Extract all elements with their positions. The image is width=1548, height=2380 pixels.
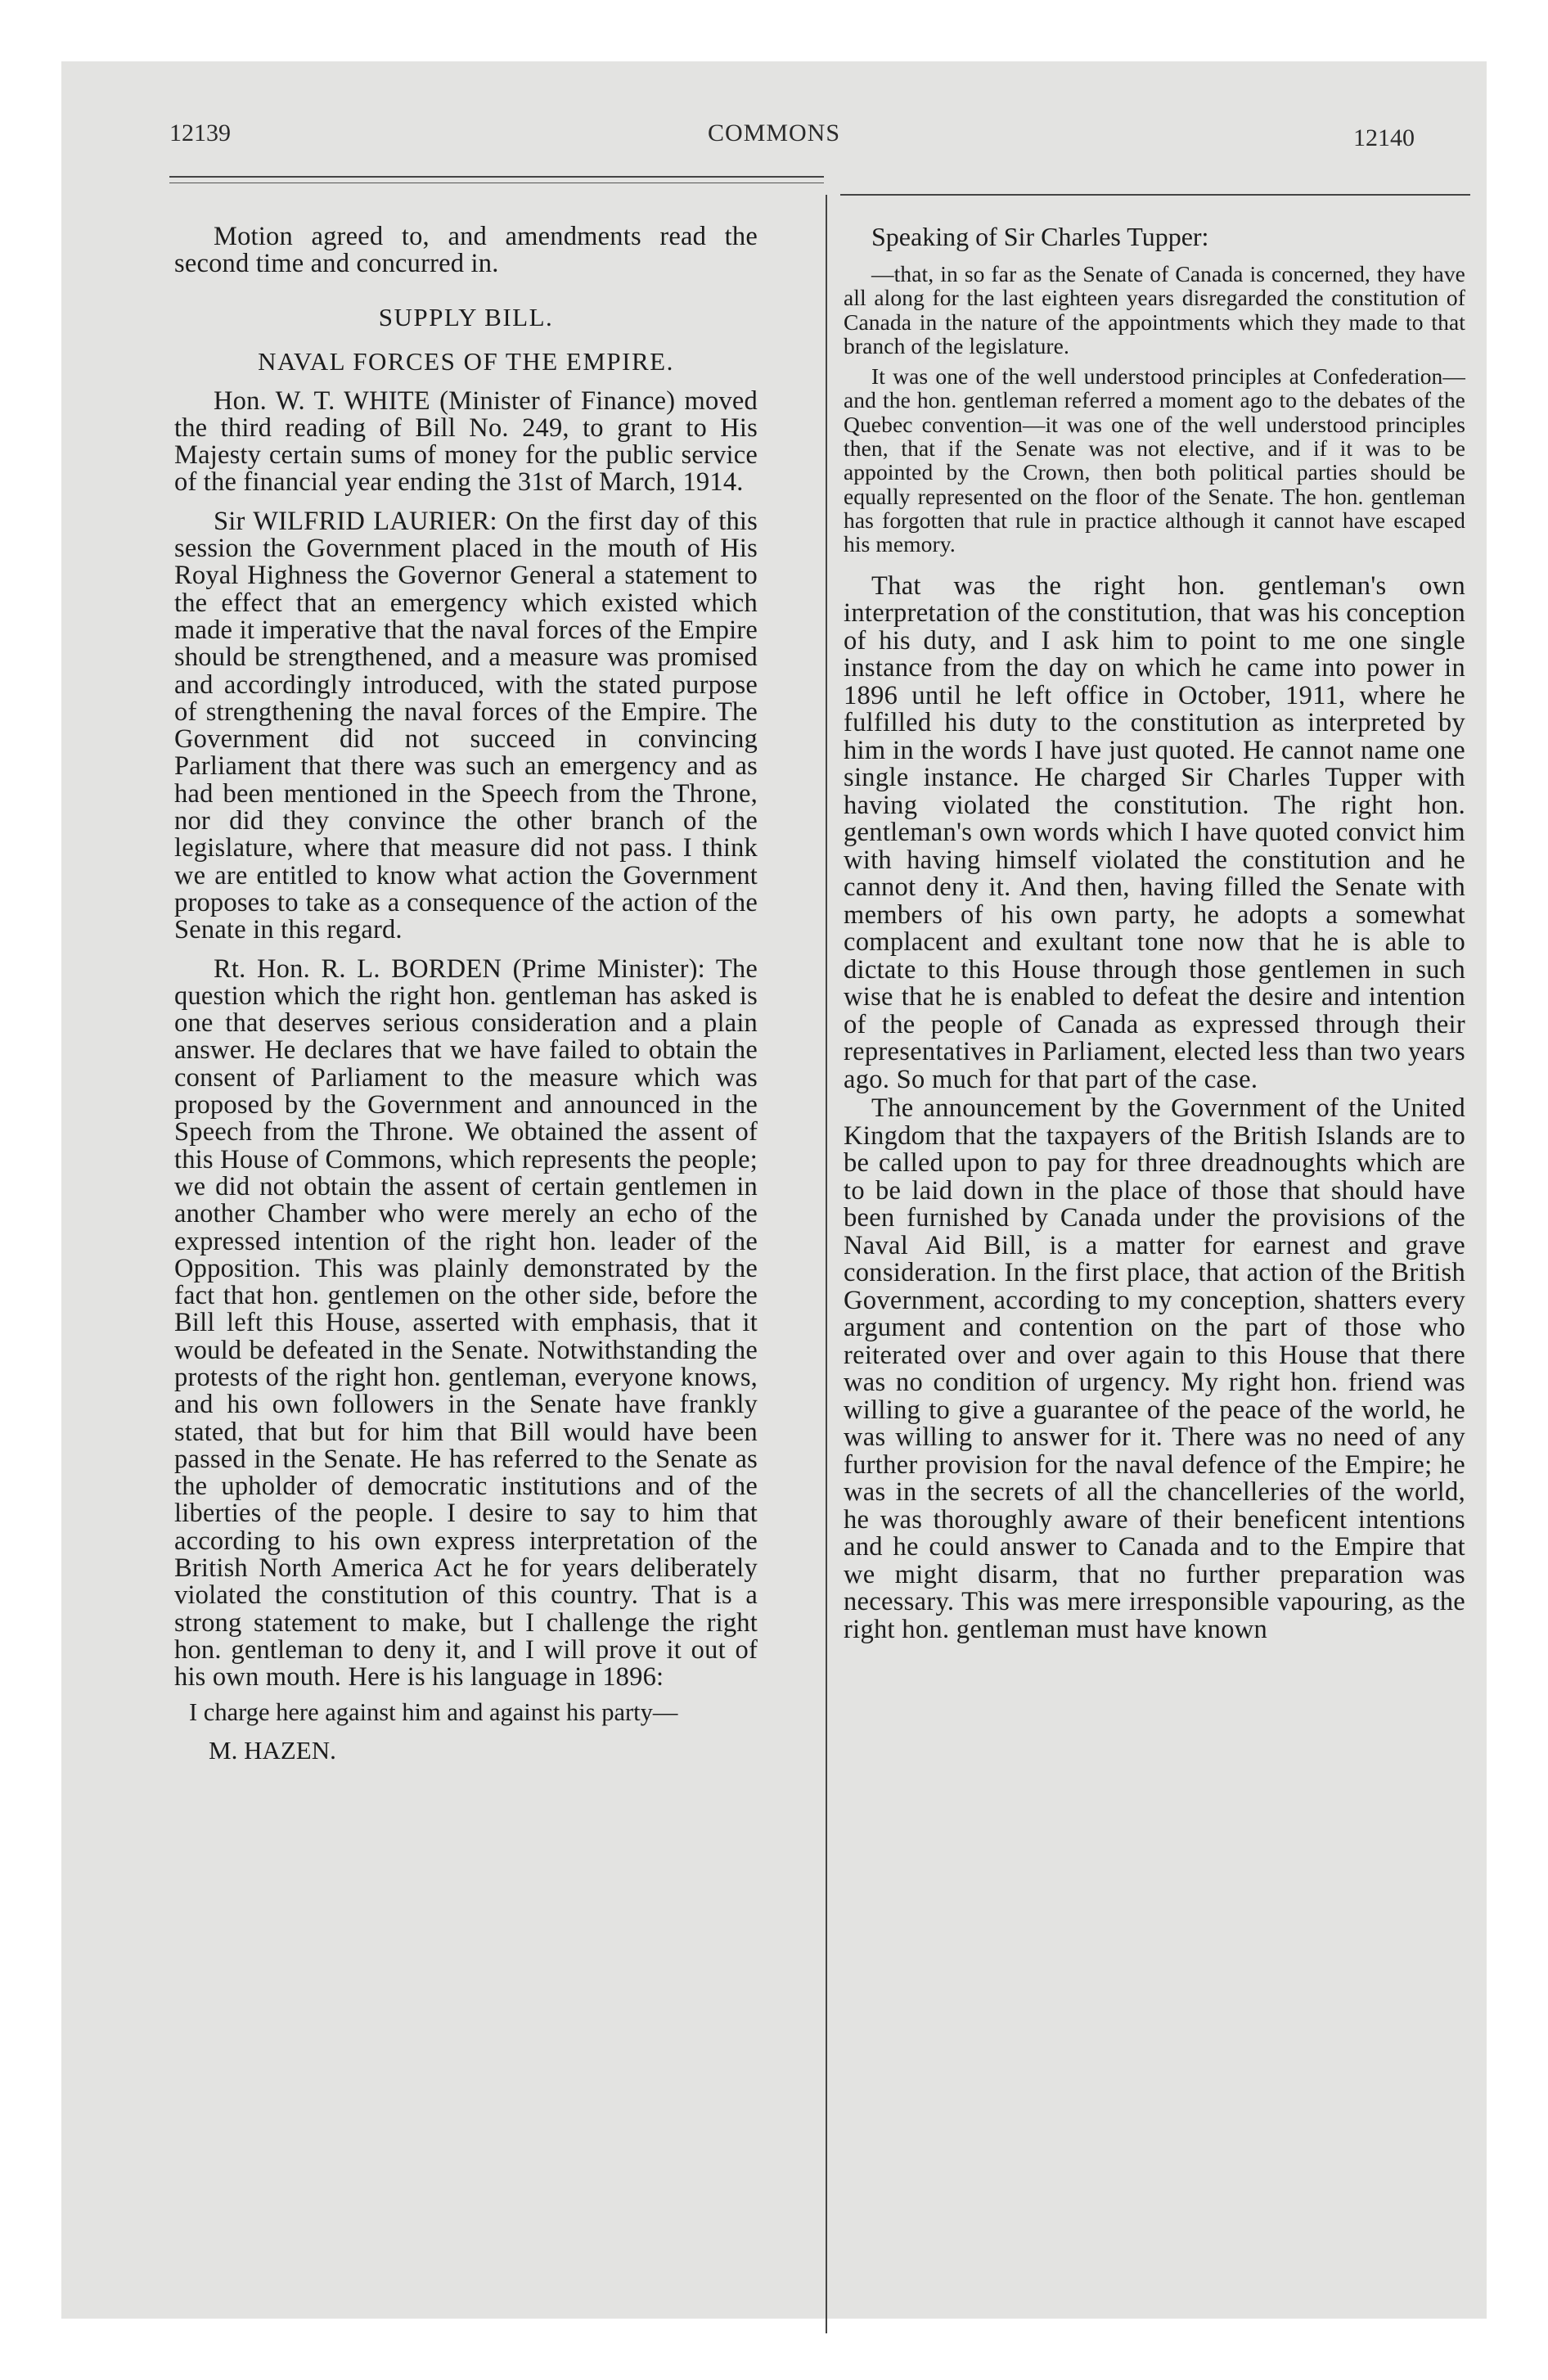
quoted-text: I charge here against him and against his party—: [189, 1697, 678, 1726]
speaking-of-line: Speaking of Sir Charles Tupper:: [871, 222, 1209, 251]
quotation-1: —that, in so far as the Senate of Canada is concerned, they have all along for the last eighteen years disregarded the constitution of Canada in the nature of the appointments which they made to that branch of the legislature.: [844, 261, 1465, 358]
motion-paragraph: Motion agreed to, and amendments read the second time and concurred in.: [174, 222, 758, 279]
white-paragraph: Hon. W. T. WHITE (Minister of Finance) moved the third reading of Bill No. 249, to grant to His Majesty certain sums of money for the public service of the financial year ending the 31st of March, 1914.: [174, 385, 758, 498]
section-heading: SUPPLY BILL.: [378, 302, 554, 331]
right-column: [844, 223, 1465, 1643]
subsection-heading: NAVAL FORCES OF THE EMPIRE.: [258, 346, 674, 376]
laurier-paragraph: Sir WILFRID LAURIER: On the first day of this session the Government placed in the mouth of His Royal Highness the Governor General a statement to the effect that an emergency which existed which made it imperative that the naval forces of the Empire should be strengthened, and a measure was promised and accordingly introduced, with the stated purpose of strengthening the naval forces of the Empire. The Government did not succeed in convincing Parliament that there was such an emergency and as had been mentioned in the Speech from the Throne, nor did they convince the other branch of the legislature, where that measure did not pass. I think we are entitled to know what action the Government proposes to take as a consequence of the action of the Senate in this regard.: [174, 506, 758, 945]
quotation-2: It was one of the well understood principles at Confederation—and the hon. gentleman referred a moment ago to the debates of the Quebec convention—it was one of the well understood principles then, that if the Senate was not elective, and if it was to be appointed by the Crown, then both political parties should be equally represented on the floor of the Senate. The hon. gentleman has forgotten that rule in practice although it cannot have escaped his memory.: [844, 363, 1465, 557]
running-head: COMMONS: [707, 119, 841, 146]
page-number-right: 12140: [1353, 124, 1415, 151]
borden-paragraph: Rt. Hon. R. L. BORDEN (Prime Minister): The question which the right hon. gentleman has asked is one that deserves serious consideration and a plain answer. He declares that we have failed to obtain the consent of Parliament to the measure which was proposed by the Government and announced in the Speech from the Throne. We obtained the assent of this House of Commons, which represents the people; we did not obtain the assent of certain gentlemen in another Chamber who were merely an echo of the expressed intention of the right hon. leader of the Opposition. This was plainly demonstrated by the fact that hon. gentlemen on the other side, before the Bill left this House, asserted with emphasis, that it would be defeated in the Senate. Notwithstanding the protests of the right hon. gentleman, everyone knows, and his own followers in the Senate have frankly stated, that but for him that Bill would have been passed in the Senate. He has referred to the Senate as the upholder of democratic institutions and of the liberties of the people. I desire to say to him that according to his own express interpretation of the British North America Act he for years deliberately violated the constitution of this country. That is a strong statement to make, but I challenge the right hon. gentleman to deny it, and I will prove it out of his own mouth. Here is his language in 1896:: [174, 953, 758, 1693]
scanned-page: [61, 61, 1487, 2319]
page-number-left: 12139: [169, 119, 231, 146]
body-paragraph-2: The announcement by the Government of the United Kingdom that the taxpayers of the British Islands are to be called upon to pay for three dreadnoughts which are to be laid down in the place of those that should have been furnished by Canada under the provisions of the Naval Aid Bill, is a matter for earnest and grave consideration. In the first place, that action of the British Government, according to my conception, shatters every argument and contention on the part of those who reiterated over and over again to this House that there was no condition of urgency. My right hon. friend was willing to give a guarantee of the peace of the world, he was willing to answer for it. There was no need of any further provision for the naval defence of the Empire; he was in the secrets of all the chancelleries of the world, he was thoroughly aware of their beneficent intentions and he could answer to Canada and to the Empire that we might disarm, that no further preparation was necessary. This was mere irresponsible vapouring, as the right hon. gentleman must have known: [844, 1093, 1465, 1644]
header-rule-left: [169, 176, 824, 178]
header-rule-right: [840, 194, 1470, 196]
body-paragraph-1: That was the right hon. gentleman's own interpretation of the constitution, that was his conception of his duty, and I ask him to point to me one single instance from the day on which he came into power in 1896 until he left office in October, 1911, where he fulfilled his duty to the constitution as interpreted by him in the words I have just quoted. He cannot name one single instance. He charged Sir Charles Tupper with having violated the constitution. The right hon. gentleman's own words which I have quoted convict him with having himself violated the constitution and he cannot deny it. And then, having filled the Senate with members of his own party, he adopts a somewhat complacent and exultant tone now that he is able to dictate to this House through those gentlemen in such wise that he is enabled to defeat the desire and intention of the people of Canada as expressed through their representatives in Parliament, elected less than two years ago. So much for that part of the case.: [844, 570, 1465, 1094]
column-divider: [826, 195, 827, 2333]
left-column: [174, 223, 758, 1765]
speaker-signature: M. HAZEN.: [209, 1735, 336, 1765]
